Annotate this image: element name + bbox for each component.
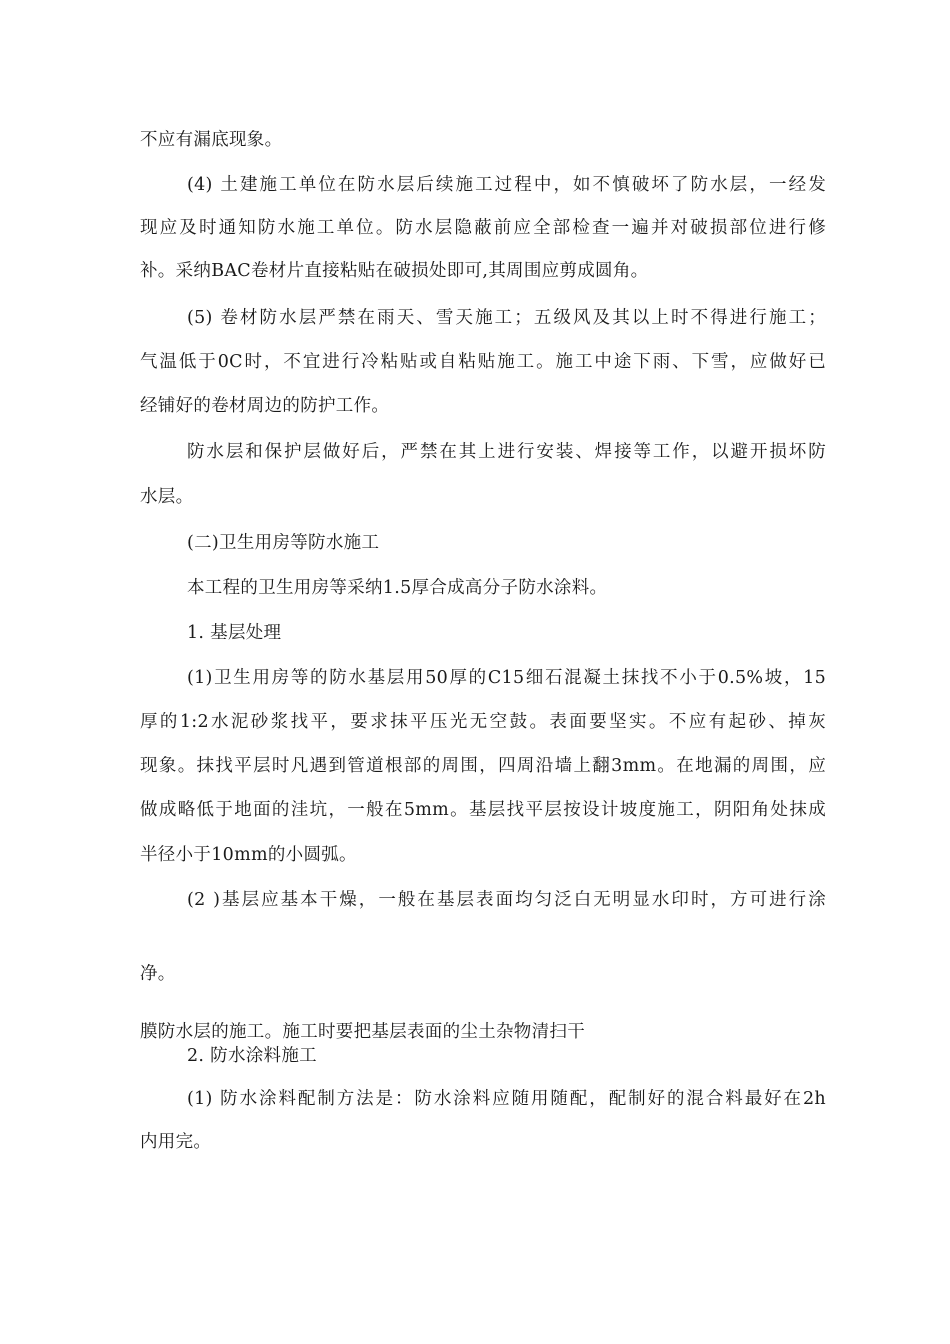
text-line-11: 本工程的卫生用房等采纳1.5厚合成高分子防水涂料。 (187, 578, 608, 598)
text-line-13: (1)卫生用房等的防水基层用50厚的C15细石混凝土抹找不小于0.5%坡，15 (187, 668, 826, 688)
text-line-14: 厚的1:2水泥砂浆找平，要求抹平压光无空鼓。表面要坚实。不应有起砂、掉灰 (140, 712, 826, 732)
section-heading: (二)卫生用房等防水施工 (187, 533, 380, 553)
text-line-19: 净。 (140, 964, 176, 984)
text-line-1: 不应有漏底现象。 (140, 130, 283, 150)
subheading-1: 1. 基层处理 (187, 623, 282, 643)
text-line-2: (4) 土建施工单位在防水层后续施工过程中，如不慎破坏了防水层，一经发 (187, 175, 826, 195)
text-line-23: 内用完。 (140, 1132, 212, 1152)
text-line-9: 水层。 (140, 487, 194, 507)
text-line-3: 现应及时通知防水施工单位。防水层隐蔽前应全部检查一遍并对破损部位进行修 (140, 218, 826, 238)
text-line-17: 半径小于10mm的小圆弧。 (140, 845, 357, 865)
text-line-4: 补。采纳BAC卷材片直接粘贴在破损处即可,其周围应剪成圆角。 (140, 261, 649, 281)
text-line-15: 现象。抹找平层时凡遇到管道根部的周围，四周沿墙上翻3mm。在地漏的周围，应 (140, 756, 826, 776)
text-line-7: 经铺好的卷材周边的防护工作。 (140, 396, 390, 416)
text-line-20: 膜防水层的施工。施工时要把基层表面的尘土杂物清扫干 (140, 1022, 585, 1042)
text-line-5: (5) 卷材防水层严禁在雨天、雪天施工；五级风及其以上时不得进行施工； (187, 308, 826, 328)
text-line-22: (1) 防水涂料配制方法是：防水涂料应随用随配，配制好的混合料最好在2h (187, 1089, 826, 1109)
text-line-18: (2 )基层应基本干燥，一般在基层表面均匀泛白无明显水印时，方可进行涂 (187, 890, 826, 910)
text-line-6: 气温低于0C时，不宜进行冷粘贴或自粘贴施工。施工中途下雨、下雪，应做好已 (140, 352, 826, 372)
subheading-2: 2. 防水涂料施工 (187, 1046, 317, 1066)
text-line-8: 防水层和保护层做好后，严禁在其上进行安装、焊接等工作，以避开损坏防 (187, 442, 826, 462)
text-line-16: 做成略低于地面的洼坑，一般在5mm。基层找平层按设计坡度施工，阴阳角处抹成 (140, 800, 826, 820)
